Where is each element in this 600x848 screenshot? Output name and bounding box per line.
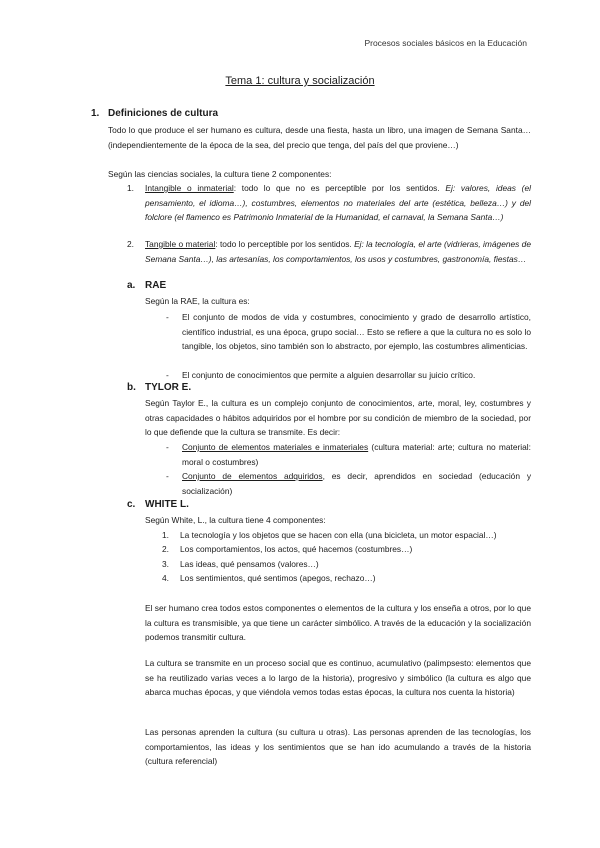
list-number: 3. <box>162 559 169 569</box>
list-text: Los comportamientos, los actos, qué hacemos (costumbres…) <box>180 544 413 554</box>
list-number: 2. <box>162 544 169 554</box>
component-text: : todo lo perceptible por los sentidos. <box>215 239 355 249</box>
list-number: 4. <box>162 573 169 583</box>
list-text: La tecnología y los objetos que se hacen con ella (una bicicleta, un motor espacial…) <box>180 530 497 540</box>
bullet-text: (cultura material: arte; cultura no material: moral o costumbres) <box>182 442 531 467</box>
component-term: Intangible o inmaterial <box>145 183 234 193</box>
list-text: Las ideas, qué pensamos (valores…) <box>180 559 319 569</box>
list-text: Los sentimientos, qué sentimos (apegos, rechazo…) <box>180 573 376 583</box>
bullet-dash: - <box>166 471 169 481</box>
component-item <box>145 181 531 225</box>
paragraph: El ser humano crea todos estos componentes o elementos de la cultura y los enseña a otros, por lo que la cultura es transmisible, ya que tiene un carácter simbólico. A través de la educación y la socialización podemos transmitir cultura. <box>145 603 531 643</box>
component-term: Tangible o material <box>145 239 216 249</box>
bullet-term: Conjunto de elementos materiales e inmateriales <box>182 442 369 452</box>
subsection-letter: a. <box>127 280 136 291</box>
section-intro: Todo lo que produce el ser humano es cultura, desde una fiesta, hasta un libro, una imagen de Semana Santa… (independientemente de la época de la sea, del precio que tenga, del país del que proviene…) <box>108 125 531 150</box>
component-text: : todo lo que no es perceptible por los sentidos. <box>233 183 446 193</box>
bullet-dash: - <box>166 442 169 452</box>
subsection-letter: b. <box>127 382 136 393</box>
subsection-intro: Según White, L., la cultura tiene 4 componentes: <box>145 515 326 525</box>
bullet-item <box>182 469 531 498</box>
subsection-intro: Según la RAE, la cultura es: <box>145 296 250 306</box>
subsection-heading: RAE <box>145 280 167 291</box>
components-intro: Según las ciencias sociales, la cultura tiene 2 componentes: <box>108 169 332 179</box>
paragraph: Las personas aprenden la cultura (su cultura u otras). Las personas aprenden de las tecnologías, los comportamientos, las ideas y los sentimientos que se han ido acumulando a través de la historia (cultura referencial) <box>145 727 531 767</box>
paragraph: La cultura se transmite en un proceso social que es continuo, acumulativo (palimpsesto: elementos que se ha reutilizado varias veces a lo largo de la historia), progresivo y simbólico (la cultura es algo que abarca muchas épocas, y que viéndola vemos todas estas épocas, la cultura nos cuenta la historia) <box>145 658 531 698</box>
subsection-heading: WHITE L. <box>145 499 189 510</box>
bullet-dash: - <box>166 370 169 380</box>
component-example: Ej: la tecnología, el arte (vidrieras, imágenes de Semana Santa…), las artesanías, los comportamientos, los usos y costumbres, gastronomía, fiestas… <box>145 239 531 264</box>
subsection-intro: Según Taylor E., la cultura es un complejo conjunto de conocimientos, arte, moral, ley, costumbres y otras capacidades o hábitos adquiridos por el hombre por su condición de miembro de la sociedad, por lo que defiende que la cultura se transmite. Es decir: <box>145 398 531 438</box>
component-example: Ej: valores, ideas (el pensamiento, el idioma…), costumbres, elementos no materiales del arte (estética, belleza…) y del folclore (el flamenco es Patrimonio Inmaterial de la Humanidad, el carnaval, la Semana Santa…) <box>145 183 531 223</box>
page-title: Tema 1: cultura y socialización <box>225 75 375 87</box>
component-number: 1. <box>127 183 134 193</box>
subsection-letter: c. <box>127 499 136 510</box>
bullet-dash: - <box>166 312 169 322</box>
list-number: 1. <box>162 530 169 540</box>
component-item <box>145 237 531 266</box>
running-header: Procesos sociales básicos en la Educación <box>364 38 527 48</box>
section-heading: Definiciones de cultura <box>108 108 219 119</box>
bullet-text: El conjunto de modos de vida y costumbres, conocimiento y grado de desarrollo artístico, científico industrial, es una época, grupo social… Esto se refiere a que la cultura no es solo lo tangible, los objetos, sino también son lo abstracto, por ejemplo, las costumbres alimenticias. <box>182 312 531 352</box>
bullet-text: , es decir, aprendidos en sociedad (educación y socialización) <box>182 471 532 496</box>
section-number: 1. <box>91 108 100 119</box>
component-number: 2. <box>127 239 134 249</box>
bullet-item <box>182 440 531 469</box>
bullet-text: El conjunto de conocimientos que permite a alguien desarrollar su juicio crítico. <box>182 370 476 380</box>
bullet-term: Conjunto de elementos adquiridos <box>182 471 323 481</box>
subsection-heading: TYLOR E. <box>145 382 192 393</box>
